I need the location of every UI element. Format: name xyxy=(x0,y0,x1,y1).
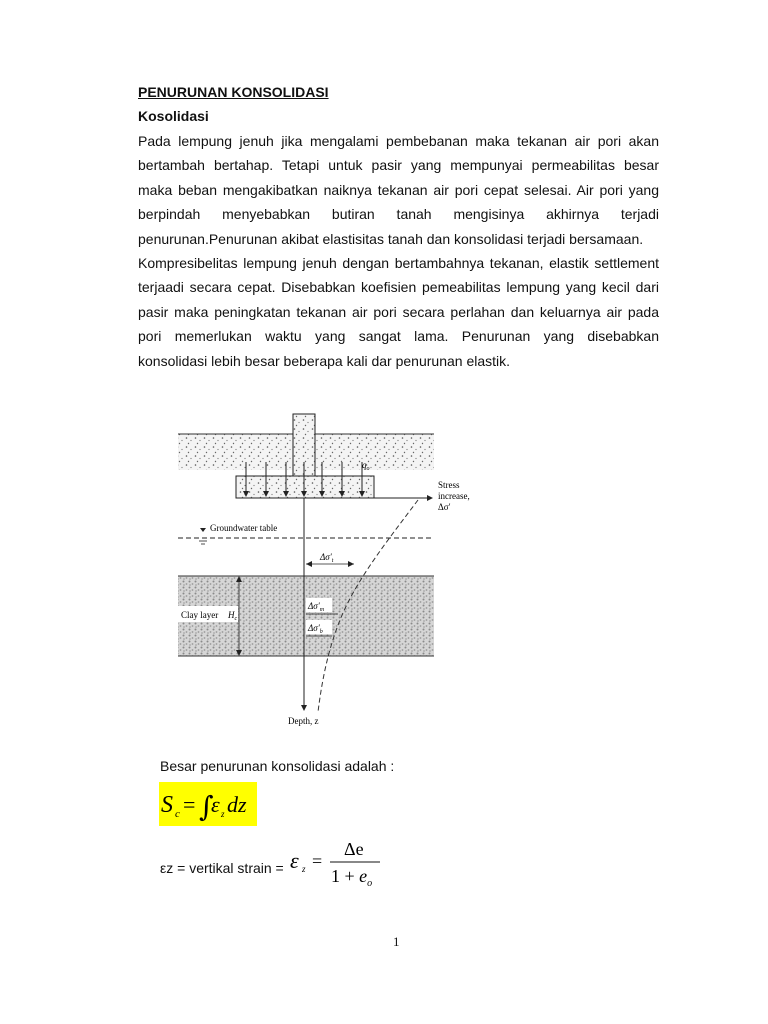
depth-label: Depth, z xyxy=(288,716,319,726)
page-title: PENURUNAN KONSOLIDASI xyxy=(138,84,329,100)
groundwater-label: Groundwater table xyxy=(210,523,278,533)
paragraph-line: terjaadi secara cepat. Disebabkan koefisien pemeabilitas lempung yang kecil dari xyxy=(138,279,659,296)
formula-intro: Besar penurunan konsolidasi adalah : xyxy=(160,758,395,774)
paragraph-line: penurunan.Penurunan akibat elastisitas tanah dan konsolidasi terjadi bersamaan. xyxy=(138,230,644,247)
paragraph-line: pori memerlukan waktu yang sangat lama. Penurunan yang disebabkan xyxy=(138,328,659,345)
differential-dz: dz xyxy=(227,792,247,817)
top-stress-label: $\Delta\sigma'_t$ xyxy=(320,552,334,564)
paragraph-line: konsolidasi lebih besar beberapa kali dar penurunan elastik. xyxy=(138,352,511,369)
paragraph-line: maka beban mengakibatkan naiknya tekanan air pori cepat selesai. Air pori yang xyxy=(138,181,659,198)
strain-label: εz = vertikal strain = xyxy=(160,860,284,876)
paragraph-line: Kompresibelitas lempung jenuh dengan bertambahnya tekanan, elastik settlement xyxy=(138,255,659,272)
settlement-subscript: c xyxy=(175,808,180,820)
strain-numerator: Δe xyxy=(344,839,364,859)
strain-subscript: z xyxy=(221,809,225,819)
thickness-label: $H_c$ xyxy=(228,610,238,622)
clay-layer-label: Clay layer xyxy=(181,610,219,620)
settlement-symbol: S xyxy=(161,792,173,818)
strain-eps-subscript: z xyxy=(302,864,306,874)
load-label: $q_o$ xyxy=(362,460,370,472)
paragraph-line: pasir maka peningkatan tekanan air pori secara perlahan dan keluarnya air pada xyxy=(138,303,659,320)
section-heading: Kosolidasi xyxy=(138,108,209,124)
integral-sign: ∫ xyxy=(199,790,214,823)
body-paragraph xyxy=(138,129,659,373)
strain-equals: = xyxy=(312,851,323,871)
settlement-formula xyxy=(159,782,257,826)
page-number: 1 xyxy=(393,934,400,949)
bottom-stress-label: $\Delta\sigma'_b$ xyxy=(308,623,323,635)
footing-slab xyxy=(236,476,374,498)
strain-eps: ε xyxy=(290,848,299,873)
mid-stress-label: $\Delta\sigma'_m$ xyxy=(308,601,325,613)
strain-formula xyxy=(288,836,384,892)
consolidation-diagram xyxy=(176,400,488,730)
strain-denominator: $1 + e_o$ xyxy=(331,866,373,889)
paragraph-line: Pada lempung jenuh jika mengalami pembebanan maka tekanan air pori akan xyxy=(138,133,659,149)
strain-symbol: ε xyxy=(211,792,220,817)
paragraph-line: berpindah menyebabkan butiran tanah mengisinya akhirnya terjadi xyxy=(138,206,659,223)
stress-label: Stress increase, Δσ′ xyxy=(438,480,470,512)
equals-sign: = xyxy=(183,792,196,817)
paragraph-line: bertambah bertahap. Tetapi untuk pasir yang mempunyai permeabilitas besar xyxy=(138,157,659,174)
